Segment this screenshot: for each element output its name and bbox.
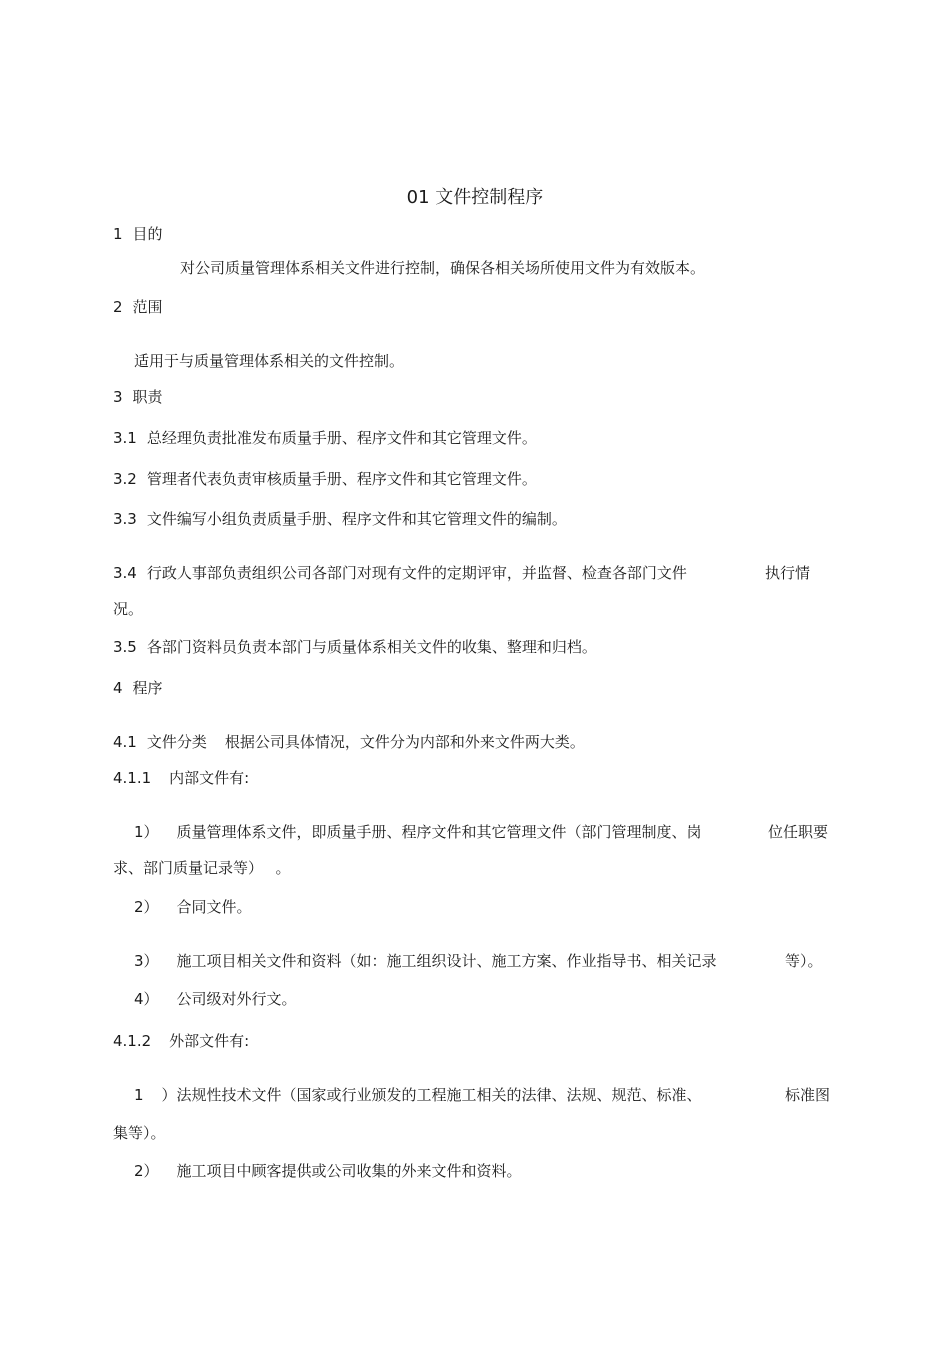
clause-4-1: [113, 732, 585, 752]
list-item-text: 公司级对外行文。: [176, 990, 297, 1008]
list-item-number: 3）: [134, 952, 159, 970]
list-item: [134, 989, 297, 1009]
list-item-number: 2）: [134, 898, 159, 916]
list-item-continuation-tail: 。: [275, 859, 291, 877]
document-title: 01 文件控制程序: [406, 187, 544, 208]
section-heading-purpose: [113, 224, 163, 244]
list-item-number: 1: [134, 1086, 144, 1104]
clause-text: 管理者代表负责审核质量手册、程序文件和其它管理文件。: [146, 470, 537, 488]
list-item-number: 2）: [134, 1162, 159, 1180]
clause-text: 文件编写小组负责质量手册、程序文件和其它管理文件的编制。: [146, 510, 567, 528]
list-item-tail: 位任职要: [768, 823, 829, 841]
clause-text: 各部门资料员负责本部门与质量体系相关文件的收集、整理和归档。: [146, 638, 597, 656]
clause-text: 总经理负责批准发布质量手册、程序文件和其它管理文件。: [146, 429, 537, 447]
clause-text: 外部文件有:: [169, 1032, 250, 1050]
clause-label: 文件分类: [146, 733, 207, 751]
list-item-number: 1）: [134, 823, 159, 841]
section-label: 目的: [132, 225, 163, 243]
section-label: 范围: [132, 298, 163, 316]
list-item-text: 施工项目中顾客提供或公司收集的外来文件和资料。: [176, 1162, 522, 1180]
list-item-text: 施工项目相关文件和资料（如：施工组织设计、施工方案、作业指导书、相关记录: [176, 952, 717, 970]
section-label: 程序: [132, 679, 163, 697]
list-item-tail: 等）。: [785, 952, 823, 970]
clause-4-1-2: [113, 1031, 249, 1051]
list-item-tail: 标准图: [785, 1086, 831, 1104]
section-heading-procedure: [113, 678, 163, 698]
clause-number: 3.2: [113, 470, 137, 488]
clause-3-2: [113, 469, 537, 489]
list-item-number: 4）: [134, 990, 159, 1008]
clause-number: 3.3: [113, 510, 137, 528]
list-item: [134, 951, 717, 971]
scope-body: 适用于与质量管理体系相关的文件控制。: [134, 352, 405, 370]
list-item-text: 合同文件。: [176, 898, 252, 916]
list-item-text: 质量管理体系文件，即质量手册、程序文件和其它管理文件（部门管理制度、岗: [176, 823, 702, 841]
list-item-continuation: [113, 858, 291, 878]
clause-3-4-continuation: 况。: [113, 600, 144, 618]
section-heading-scope: [113, 297, 163, 317]
clause-number: 3.5: [113, 638, 137, 656]
list-item: [134, 1085, 702, 1105]
section-number: 4: [113, 679, 123, 697]
list-item-continuation: 集等）。: [113, 1124, 166, 1142]
section-label: 职责: [132, 388, 163, 406]
clause-3-4: [113, 563, 687, 583]
purpose-body: 对公司质量管理体系相关文件进行控制，确保各相关场所使用文件为有效版本。: [180, 259, 706, 277]
clause-number: 4.1.2: [113, 1032, 152, 1050]
list-item-continuation-text: 求、部门质量记录等）: [113, 859, 256, 877]
list-item-text: ）法规性技术文件（国家或行业颁发的工程施工相关的法律、法规、规范、标准、: [161, 1086, 702, 1104]
clause-number: 4.1: [113, 733, 137, 751]
list-item: [134, 897, 252, 917]
list-item: [134, 822, 702, 842]
section-number: 2: [113, 298, 123, 316]
list-item: [134, 1161, 522, 1181]
clause-text: 行政人事部负责组织公司各部门对现有文件的定期评审，并监督、检查各部门文件: [146, 564, 687, 582]
section-heading-responsibility: [113, 387, 163, 407]
clause-3-3: [113, 509, 567, 529]
section-number: 3: [113, 388, 123, 406]
clause-3-1: [113, 428, 537, 448]
clause-3-5: [113, 637, 597, 657]
clause-number: 3.1: [113, 429, 137, 447]
clause-number: 3.4: [113, 564, 137, 582]
clause-text: 内部文件有:: [169, 769, 250, 787]
clause-4-1-1: [113, 768, 249, 788]
clause-text: 根据公司具体情况，文件分为内部和外来文件两大类。: [224, 733, 585, 751]
section-number: 1: [113, 225, 123, 243]
clause-number: 4.1.1: [113, 769, 152, 787]
clause-3-4-tail: 执行情: [765, 564, 811, 582]
